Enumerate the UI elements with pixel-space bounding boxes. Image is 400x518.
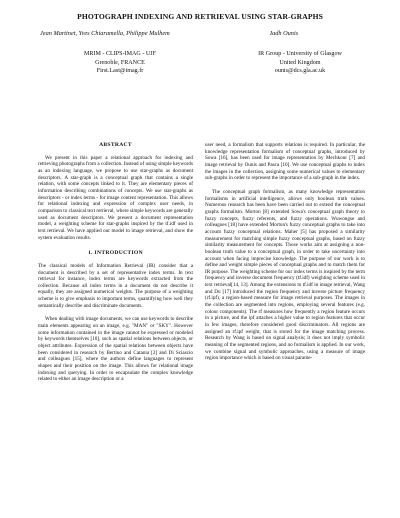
abstract-heading: ABSTRACT (99, 142, 132, 148)
affiliation-left-email: First.Last@imag.fr (96, 68, 144, 75)
affiliation-left-location: Grenoble, FRANCE (95, 59, 145, 66)
authors-right: Iadh Ounis (270, 30, 299, 37)
affiliation-right-location: United Kingdom (279, 59, 321, 66)
affiliation-right (215, 50, 385, 76)
affiliation-right-lab: IR Group - University of Glasgow (258, 51, 342, 57)
right-column-paragraph-2: The conceptual graph formalism, as many knowledge representation formalisms in artificial intelligence, allows only boolean truth values. Numerous research has been have been carried out to extend the conceptual graphs formalism. Morton [8] extended Sowa's conceptual graph theory to fuzzy concepts, fuzzy referents, and fuzzy operations. Wuwongse and colleagues [18] have extended Morton's fuzzy conceptual graphs to take into account fuzzy conceptual relations. Maher [5] has proposed a similarity measurement for matching simple fuzzy conceptual graphs, based on fuzzy similarity measurement for concepts. Those works aim at assigning a non-boolean truth value to a conceptual graph, in order to take uncertainty into account when facing imprecise knowledge. The purpose of our work is to define and weight simple pieces of conceptual graphs and to match them for IR purpose. The weighting scheme for our index terms is inspired by the term frequency and inverse document frequency (tf.idf) weighting scheme used in text retrieval[14, 13]. Among the extensions to tf.idf in image retrieval, Wang and Du [17] introduced the region frequency and inverse picture frequency (rf.ipf), a region-based measure for image retrieval purposes. The images in the collection are segmented into regions, employing several features (e.g. colour components). The rf measures how frequently a region feature occurs in a picture, and the ipf attaches a higher value to region features that occur in few images, therefore considered good discriminators. All regions are assigned an rf.ipf weight, that is stored for the image matching process. Research by Wang is based on signal analysis; it does not imply symbolic meaning of the segmented regions, and no formalism is applied. In our work, we combine signal and symbolic approaches, using a measure of image region importance which is based on visual parame- (205, 188, 365, 362)
right-column-paragraph-1: user need, a formalism that supports relations is required. In particular, the knowledge representation formalism of conceptual graphs, introduced by Sowa [16], has been used for image representation by Mechkour [7] and image retrieval by Ounis and Pasca [10]. We use conceptual graphs to index the images in the collection, assigning some numerical values to elementary sub-graphs in order to represent the importance of a sub-graph in the index. (205, 142, 365, 182)
authors-left: Jean Martinet, Yves Chiaramella, Philippe Mulhem (40, 30, 170, 37)
affiliation-left-lab: MRIM - CLIPS-IMAG - UJF (83, 51, 157, 57)
paper-title: PHOTOGRAPH INDEXING AND RETRIEVAL USING STAR-GRAPHS (77, 12, 323, 21)
introduction-paragraph-1: The classical models of Information Retrieval (IR) consider that a document is described by a set of representative index terms. In text retrieval for instance, index terms are keywords extracted from the collection. Because all index terms in a document do not describe it equally, they are assigned numerical weights. The purpose of a weighting scheme is to give emphasis to important terms, quantifying how well they semantically describe and discriminate documents. (38, 262, 193, 309)
introduction-paragraph-2: When dealing with image documents, we can use keywords to describe main elements appearing on an image, e.g. "MAN" or "SKY". However some information contained in the image cannot be expressed or modeled by keywords themselves [10], such as spatial relations between objects, or object attributes. Expression of the spatial relations between objects have been considered in research by Bertino and Catania [2] and Di Sciascio and colleagues [15], where the authors define languages to represent shapes and their position on the image. This allows for relational image indexing and querying. In order to encapsulate the complex knowledge related to either an image description or a (38, 316, 193, 383)
affiliation-right-email: ounis@dcs.gla.ac.uk (274, 68, 326, 75)
left-column (38, 142, 193, 383)
right-column (205, 142, 365, 362)
abstract-text: We present in this paper a relational approach for indexing and retrieving photographs from a collection. Instead of using simple keywords as an indexing language, we propose to use star-graphs as document descriptors. A star-graph is a conceptual graph that contains a single relation, with some concepts linked to it. They are elementary pieces of information describing combinations of concepts. We use star-graphs as descriptors - or index terms - for image content representation. This allows for relational indexing and expression of complex user needs, in comparison to classical text retrieval, where simple keywords are generally used as document descriptors. We present a document representation model, a weighting scheme for star-graphs inspired by the tf.idf used in text retrieval. We have applied our model to image retrieval, and show the system evaluation results. (38, 154, 193, 241)
affiliation-left (60, 50, 180, 76)
introduction-heading: 1. INTRODUCTION (88, 250, 143, 257)
